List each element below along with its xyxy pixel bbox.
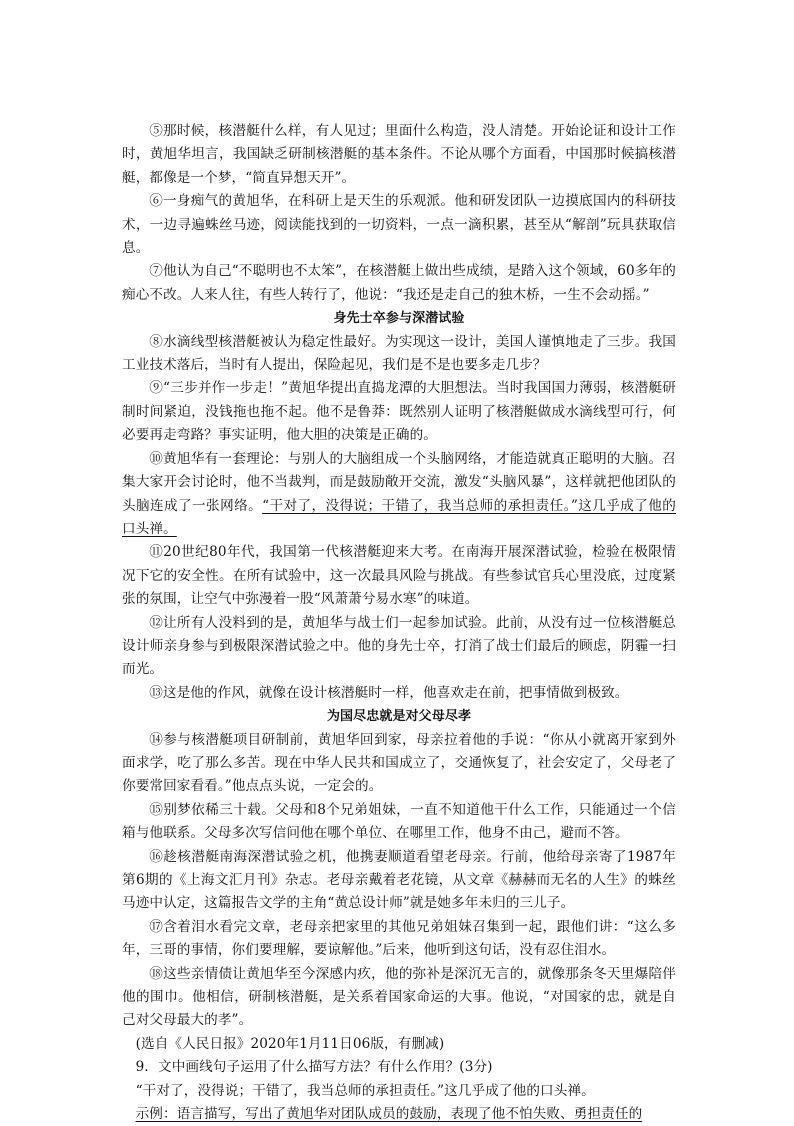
paragraph-18: ⑱这些亲情债让黄旭华至今深感内疚，他的弥补是深沉无言的，就像那条冬天里爆陪伴他的围巾。他相信，研制核潜艇，是关系着国家命运的大事。他说，“对国家的忠，就是自己对父母最大的孝”。: [122, 965, 676, 1029]
question-9: 9．文中画线句子运用了什么描写方法？有什么作用？(3分): [135, 1059, 493, 1076]
paragraph-5: ⑤那时候，核潜艇什么样，有人见过；里面什么构造，没人清楚。开始论证和设计工作时，黄旭华坦言，我国缺乏研制核潜艇的基本条件。不论从哪个方面看，中国那时候搞核潜艇，都像是一个梦，“简直异想天开”。: [122, 123, 676, 186]
paragraph-8: ⑧水滴线型核潜艇被认为稳定性最好。为实现这一设计，美国人谨慎地走了三步。我国工业技术落后，当时有人提出，保险起见，我们是不是也要多走几步？: [122, 333, 676, 374]
paragraph-17: ⑰含着泪水看完文章，老母亲把家里的其他兄弟姐妹召集到一起，跟他们讲：“这么多年，三哥的事情，你们要理解，要谅解他。”后来，他听到这句话，没有忍住泪水。: [122, 918, 676, 959]
paragraph-7: ⑦他认为自己“不聪明也不太笨”，在核潜艇上做出些成绩，是踏入这个领域，60多年的痴心不改。人来人往，有些人转行了，他说：“我还是走自己的独木桥，一生不会动摇。”: [122, 263, 676, 303]
paragraph-15: ⑮别梦依稀三十载。父母和8个兄弟姐妹，一直不知道他干什么工作，只能通过一个信箱与他联系。父母多次写信问他在哪个单位、在哪里工作，他身不由己，避而不答。: [122, 801, 676, 842]
paragraph-16: ⑯趁核潜艇南海深潜试验之机，他携妻顺道看望老母亲。行前，他给母亲寄了1987年第6期的《上海文汇月刊》杂志。老母亲戴着老花镜，从文章《赫赫而无名的人生》的蛛丝马迹中认定，这篇报告文学的主角“黄总设计师”就是她多年未归的三儿子。: [122, 848, 676, 912]
answer-text: 示例：语言描写，写出了黄旭华对团队成员的鼓励，表现了他不怕失败、勇担责任的: [135, 1106, 643, 1123]
section-heading-filial: 为国尽忠就是对父母尽孝: [326, 709, 472, 725]
section-heading-deep-dive: 身先士卒参与深潜试验: [333, 311, 465, 327]
paragraph-6: ⑥一身痴气的黄旭华，在科研上是天生的乐观派。他和研发团队一边摸底国内的科研技术，一边寻遍蛛丝马迹，阅读能找到的一切资料，一点一滴积累，甚至从“解剖”玩具获取信息。: [122, 193, 676, 257]
question-quote: “干对了，没得说；干错了，我当总师的承担责任。”这几乎成了他的口头禅。: [135, 1082, 595, 1099]
paragraph-12: ⑫让所有人没料到的是，黄旭华与战士们一起参加试验。此前，从没有过一位核潜艇总设计师亲身参与到极限深潜试验之中。他的身先士卒，打消了战士们最后的顾虑，阴霾一扫而光。: [122, 614, 676, 678]
paragraph-9: ⑨“三步并作一步走！”黄旭华提出直捣龙潭的大胆想法。当时我国国力薄弱，核潜艇研制时间紧迫，没钱拖也拖不起。他不是鲁莽：既然别人证明了核潜艇做成水滴线型可行，何必要再走弯路？事实证明，他大胆的决策是正确的。: [122, 380, 676, 444]
paragraph-11: ⑪20世纪80年代，我国第一代核潜艇迎来大考。在南海开展深潜试验，检验在极限情况下它的安全性。在所有试验中，这一次最具风险与挑战。有些参试官兵心里没底，过度紧张的氛围，让空气中弥漫着一股“风萧萧兮易水寒”的味道。: [122, 544, 676, 608]
article-body: [122, 120, 676, 1126]
paragraph-14: ⑭参与核潜艇项目研制前，黄旭华回到家，母亲拉着他的手说：“你从小就离开家到外面求学，吃了那么多苦。现在中华人民共和国成立了，交通恢复了，社会安定了，父母老了你要常回家看看。”他点点头说，一定会的。: [122, 731, 676, 795]
paragraph-10: [122, 448, 676, 542]
paragraph-13: ⑬这是他的作风，就像在设计核潜艇时一样，他喜欢走在前，把事情做到极致。: [149, 684, 629, 701]
paragraph-10-text: ⑩黄旭华有一套理论：与别人的大脑组成一个头脑网络，才能造就真正聪明的大脑。召集大家开会讨论时，他不当裁判，而是鼓励敞开交流，激发“头脑风暴”，这样就把他团队的头脑连成了一张网络。: [122, 450, 676, 514]
source-citation: (选自《人民日报》2020年1月11日06版，有删减): [135, 1035, 445, 1052]
underlined-sentence: “干对了，没得说；干错了，我当总师的承担责任。”这几乎成了他的口头禅。: [122, 497, 677, 537]
